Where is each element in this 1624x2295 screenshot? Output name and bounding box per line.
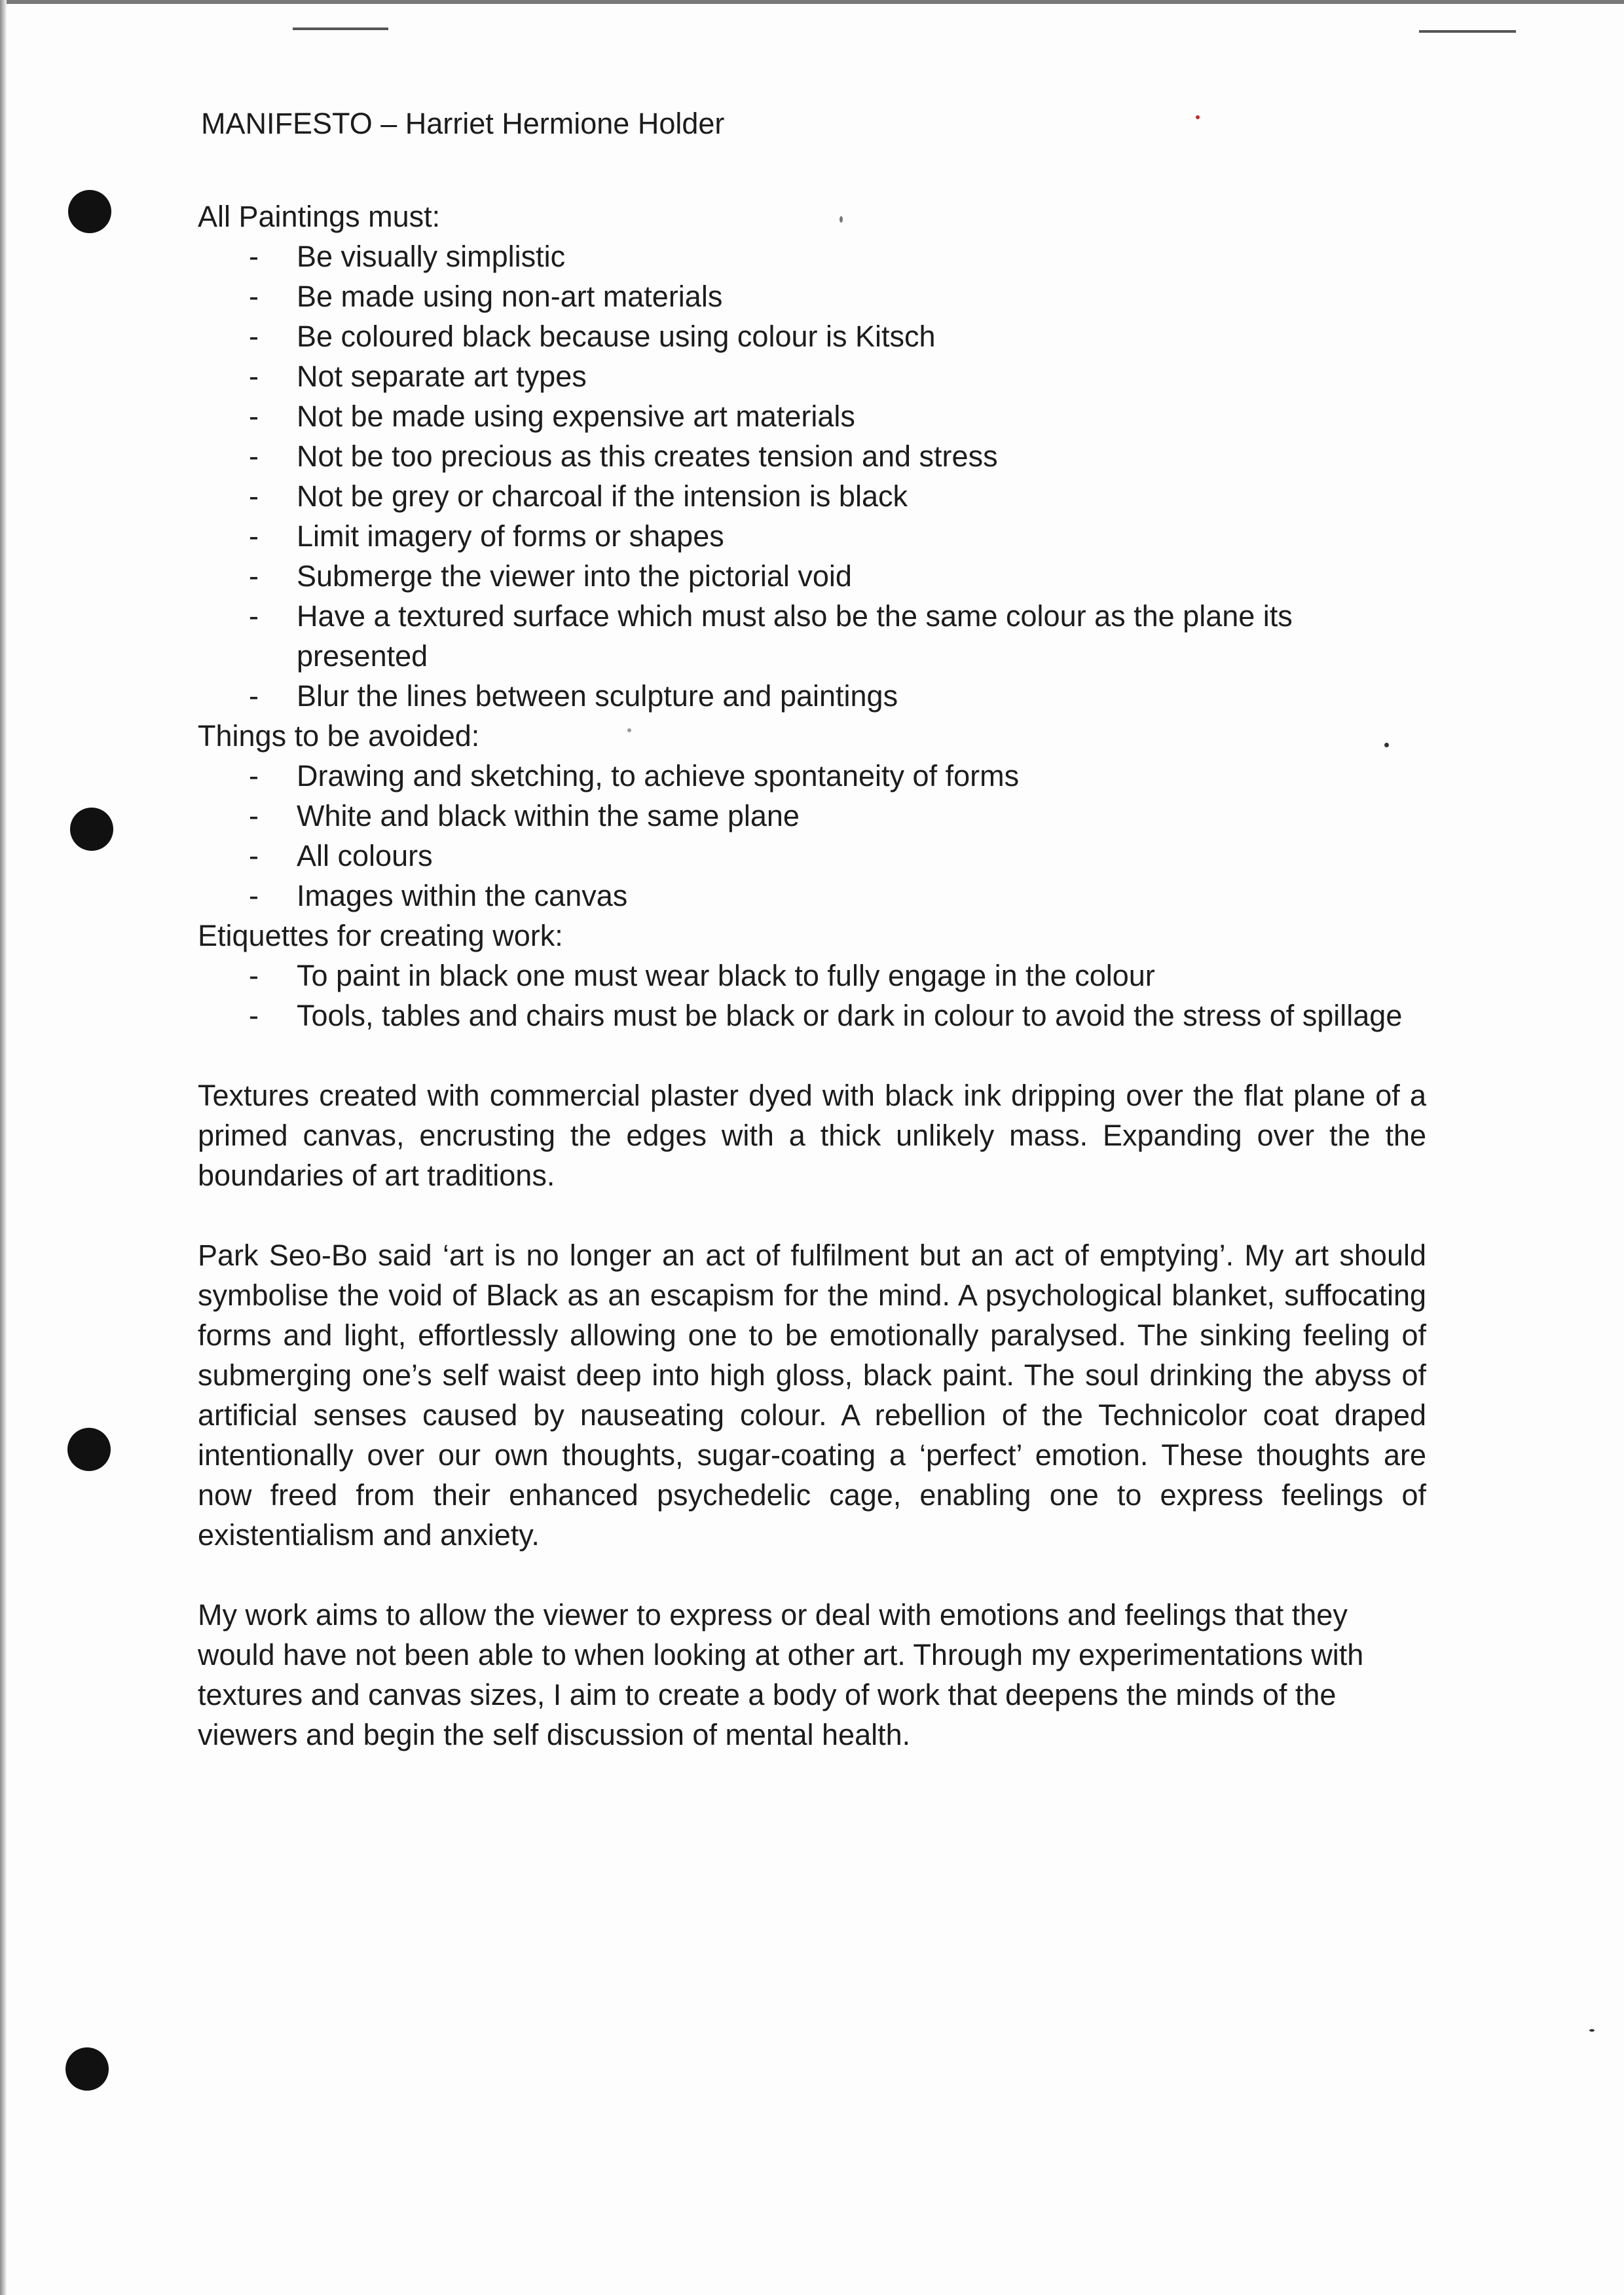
list-item (198, 956, 1426, 996)
bullet-dash: - (249, 439, 259, 473)
list-item (198, 996, 1426, 1036)
bullet-dash: - (249, 879, 259, 912)
list-item (198, 676, 1426, 716)
list-item (198, 756, 1426, 796)
list-item (198, 796, 1426, 836)
bullet-dash: - (249, 959, 259, 992)
section-heading: Etiquettes for creating work: (198, 919, 563, 952)
list-item (198, 396, 1426, 436)
paragraph-park-seo-bo: Park Seo-Bo said ‘art is no longer an act of fulfilment but an act of emptying’. My art should symbolise the void of Black as an escapism for the mind. A psychological blanket, suffocating forms and light, effortlessly allowing one to be emotionally paralysed. The sinking feeling of submerging one’s self waist deep into high gloss, black paint. The soul drinking the abyss of artificial senses caused by nauseating colour. A rebellion of the Technicolor coat draped intentionally over our own thoughts, sugar-coating a ‘perfect’ emotion. These thoughts are now freed from their enhanced psychedelic cage, enabling one to express feelings of existentialism and anxiety. (198, 1239, 1426, 1552)
list-item-text: Not be made using expensive art materials (297, 400, 855, 433)
paragraph-aims: My work aims to allow the viewer to express or deal with emotions and feelings that they would have not been able to when looking at other art. Through my experimentations with textures and canvas sizes, I aim to create a body of work that deepens the minds of the viewers and begin the self discussion of mental health. (198, 1598, 1364, 1751)
section-heading: Things to be avoided: (198, 719, 480, 753)
bullet-dash: - (249, 479, 259, 513)
list-item-text: All colours (297, 839, 433, 872)
fold-mark-right (1419, 30, 1516, 33)
list-item-text: Images within the canvas (297, 879, 628, 912)
list-item-text: Be made using non-art materials (297, 280, 723, 313)
list-item-text: White and black within the same plane (297, 799, 800, 832)
punch-hole-4 (65, 2047, 109, 2091)
list-item (198, 316, 1426, 356)
punch-hole-3 (67, 1428, 111, 1471)
list-item-text: Submerge the viewer into the pictorial void (297, 559, 852, 593)
bullet-dash: - (249, 799, 259, 832)
list-item (198, 836, 1426, 876)
fold-mark-left (293, 28, 388, 30)
bullet-dash: - (249, 759, 259, 793)
paragraph-textures: Textures created with commercial plaster dyed with black ink dripping over the flat plane of a primed canvas, encrusting the edges with a thick unlikely mass. Expanding over the the boundaries of art traditions. (198, 1079, 1426, 1192)
list-item-text: Not separate art types (297, 360, 587, 393)
bullet-dash: - (249, 320, 259, 353)
list-item (198, 516, 1426, 556)
punch-hole-1 (68, 190, 111, 233)
list-item-text: Be coloured black because using colour is Kitsch (297, 320, 936, 353)
avoid-list (198, 756, 1426, 916)
rule-list (198, 236, 1426, 716)
list-item-text: Tools, tables and chairs must be black or dark in colour to avoid the stress of spillage (297, 999, 1403, 1032)
list-item (198, 236, 1426, 276)
list-item-text: To paint in black one must wear black to fully engage in the colour (297, 959, 1155, 992)
etiquette-list (198, 956, 1426, 1036)
bullet-dash: - (249, 400, 259, 433)
list-item-text: Not be grey or charcoal if the intension is black (297, 479, 908, 513)
bullet-dash: - (249, 360, 259, 393)
list-item (198, 356, 1426, 396)
list-item-text: Blur the lines between sculpture and paintings (297, 679, 898, 713)
bullet-dash: - (249, 519, 259, 553)
list-item (198, 276, 1426, 316)
list-item-text: Limit imagery of forms or shapes (297, 519, 724, 553)
list-item-text: Have a textured surface which must also be the same colour as the plane its presented (297, 599, 1293, 673)
bullet-dash: - (249, 599, 259, 633)
list-item (198, 596, 1426, 676)
bullet-dash: - (249, 679, 259, 713)
scan-top-edge (0, 0, 1624, 4)
list-item-text: Not be too precious as this creates tension and stress (297, 439, 998, 473)
list-item (198, 436, 1426, 476)
list-item-text: Be visually simplistic (297, 240, 566, 273)
bullet-dash: - (249, 999, 259, 1032)
bullet-dash: - (249, 559, 259, 593)
punch-hole-2 (70, 808, 113, 851)
scan-left-edge (0, 0, 7, 2295)
manifesto-body (198, 98, 1426, 1755)
bullet-dash: - (249, 839, 259, 872)
list-item (198, 476, 1426, 516)
bullet-dash: - (249, 240, 259, 273)
scan-speck (1589, 2029, 1595, 2032)
list-item-text: Drawing and sketching, to achieve spontaneity of forms (297, 759, 1020, 793)
list-item (198, 876, 1426, 916)
section-heading: All Paintings must: (198, 200, 441, 233)
bullet-dash: - (249, 280, 259, 313)
page-title: MANIFESTO – Harriet Hermione Holder (201, 107, 725, 140)
list-item (198, 556, 1426, 596)
